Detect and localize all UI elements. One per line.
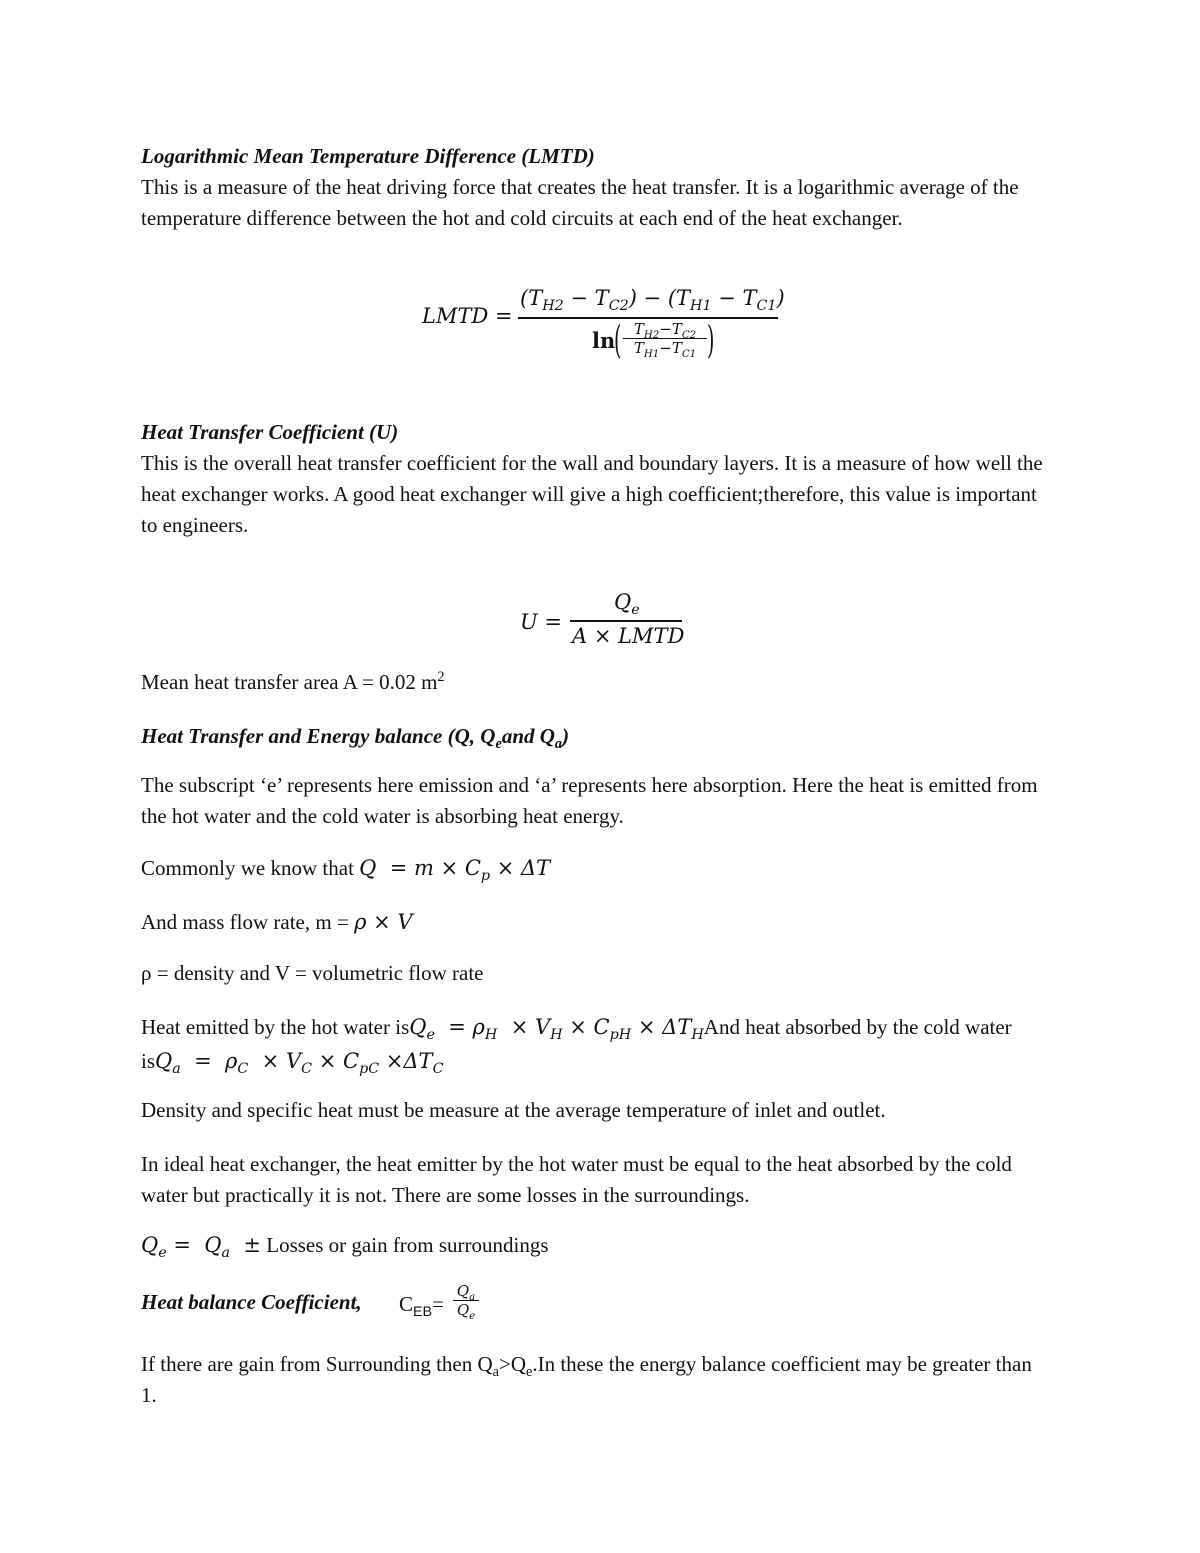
u-formula-lhs: U =	[520, 610, 562, 634]
hbc-frac-num: $Q_a$	[456, 1282, 476, 1303]
u-fraction-bar	[570, 620, 682, 622]
lmtd-right-paren: )	[707, 318, 715, 362]
lmtd-paragraph: This is a measure of the heat driving force that creates the heat transfer. It is a logarithmic average of the temperature difference between the hot and cold circuits at each end of the heat exchanger.	[141, 175, 1019, 230]
emitted-absorbed-paragraph	[141, 1010, 1046, 1078]
u-formula-denominator: A × LMTD	[572, 624, 685, 648]
balance-intro: The subscript ‘e’ represents here emission and ‘a’ represents here absorption. Here the heat is emitted from the hot water and the cold water is absorbing heat energy.	[141, 773, 1038, 828]
loss-formula: $Q_e = Q_a$ ±	[141, 1233, 261, 1262]
lmtd-formula-numerator: $(T_{H2} - T_{C2}) - (T_{H1} - T_{C1})$	[520, 286, 785, 315]
hbc-note: If there are gain from Surrounding then $Q_a>Q_e.In$ these the energy balance coefficient may be greater than 1.	[141, 1352, 1032, 1407]
balance-heading: Heat Transfer and Energy balance (Q, $Q_eand$ $Q_a$)	[141, 724, 570, 753]
u-formula-numerator: $Q_e$	[614, 590, 640, 619]
lmtd-fraction-bar	[518, 317, 778, 319]
u-formula	[518, 590, 698, 654]
commonly-text: Commonly we know that	[141, 856, 360, 880]
mass-line	[141, 910, 413, 935]
htc-paragraph: This is the overall heat transfer coefficient for the wall and boundary layers. It is a measure of how well the heat exchanger works. A good heat exchanger will give a high coefficient;therefore, this value is important to engineers.	[141, 451, 1043, 537]
density-note: Density and specific heat must be measure at the average temperature of inlet and outlet.	[141, 1098, 886, 1122]
commonly-line	[141, 856, 551, 885]
hbc-heading: Heat balance Coefficient,	[141, 1290, 362, 1314]
lmtd-formula	[420, 284, 790, 374]
area-exponent: 2	[437, 669, 445, 685]
emitted-text: Heat emitted by the hot water is	[141, 1015, 410, 1039]
emitted-formula: $Q_e = \rho_H \times V_H \times C_{pH} \times \Delta T_H$	[409, 1015, 704, 1044]
commonly-formula: $Q = m \times C_p \times \Delta T$	[359, 856, 551, 885]
lmtd-inner-fraction	[623, 320, 707, 360]
lmtd-ln: ln	[592, 328, 616, 353]
lmtd-heading: Logarithmic Mean Temperature Difference (LMTD)	[141, 144, 595, 168]
area-line	[141, 670, 445, 695]
loss-text: Losses or gain from surroundings	[261, 1233, 549, 1257]
ideal-note: In ideal heat exchanger, the heat emitter by the hot water must be equal to the heat absorbed by the cold water but practically it is not. There are some losses in the surroundings.	[141, 1152, 1012, 1207]
hbc-note-suffix: .In these the energy balance coefficient may be greater than 1.	[141, 1352, 1032, 1407]
hbc-frac-den: $Q_e$	[453, 1300, 479, 1319]
mass-text: And mass flow rate, m =	[141, 910, 355, 934]
htc-heading: Heat Transfer Coefficient (U)	[141, 420, 399, 444]
hbc-symbol: $C_{EB}=$	[399, 1292, 444, 1321]
area-text: Mean heat transfer area A = 0.02 m	[141, 670, 438, 694]
absorbed-formula: $Q_a = \rho_C \times V_C \times C_{pC} \times\Delta T_C$	[155, 1049, 444, 1078]
absorbed-text: And heat absorbed by the cold water is	[141, 1015, 1012, 1073]
definitions-line: ρ = density and V = volumetric flow rate	[141, 961, 484, 985]
hbc-note-prefix: If there are gain from Surrounding then Q	[141, 1352, 493, 1376]
lmtd-inner-numerator: $T_{H2}-T_{C2}$	[633, 320, 697, 341]
mass-formula: ρ × V	[354, 910, 413, 934]
hbc-fraction	[453, 1282, 479, 1322]
loss-line	[141, 1233, 549, 1262]
lmtd-left-paren: (	[614, 318, 622, 362]
lmtd-formula-lhs: LMTD =	[422, 304, 513, 328]
hbc-line	[141, 1282, 641, 1326]
lmtd-inner-denominator: $T_{H1}-T_{C1}$	[623, 338, 707, 357]
hbc-note-mid: >Q	[498, 1352, 526, 1376]
